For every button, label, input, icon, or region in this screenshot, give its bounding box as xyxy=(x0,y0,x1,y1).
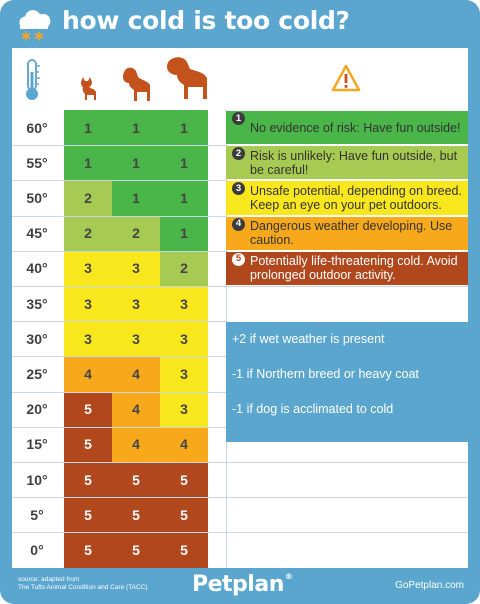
medium-dog-risk-cell: 1 xyxy=(112,145,160,180)
brand-mark: ® xyxy=(284,572,293,581)
large-dog-risk-cell: 5 xyxy=(160,532,208,567)
medium-dog-risk-cell: 5 xyxy=(112,462,160,497)
large-dog-risk-cell: 3 xyxy=(160,356,208,391)
temperature-label: 20° xyxy=(26,401,48,418)
large-dog-risk-cell: 1 xyxy=(160,216,208,251)
small-dog-risk-cell: 3 xyxy=(64,251,112,286)
small-dog-risk-cell: 2 xyxy=(64,180,112,215)
row-divider xyxy=(12,427,226,428)
legend-number-badge: 1 xyxy=(232,112,245,125)
temperature-label: 50° xyxy=(26,189,48,206)
row-divider xyxy=(12,321,226,322)
temperature-label: 25° xyxy=(26,365,48,382)
legend-text: Potentially life-threatening cold. Avoid prolonged outdoor activity. xyxy=(250,254,458,283)
source-line-2: The Tufts Animal Condition and Care (TACC) xyxy=(18,584,148,591)
small-dog-risk-cell: 5 xyxy=(64,497,112,532)
large-dog-risk-cell: 3 xyxy=(160,392,208,427)
legend-text: Dangerous weather developing. Use caution. xyxy=(250,219,453,248)
table-row xyxy=(12,286,468,321)
temperature-label: 55° xyxy=(26,154,48,171)
small-dog-risk-cell: 5 xyxy=(64,427,112,462)
small-dog-risk-cell: 1 xyxy=(64,110,112,145)
icon-row xyxy=(12,48,468,110)
legend-item xyxy=(226,146,468,179)
large-dog-risk-cell: 1 xyxy=(160,110,208,145)
row-divider xyxy=(12,251,226,252)
medium-dog-risk-cell: 4 xyxy=(112,427,160,462)
small-dog-risk-cell: 3 xyxy=(64,321,112,356)
row-divider xyxy=(12,145,226,146)
large-dog-risk-cell: 5 xyxy=(160,462,208,497)
small-dog-risk-cell: 4 xyxy=(64,356,112,391)
row-divider xyxy=(12,356,226,357)
small-dog-risk-cell: 5 xyxy=(64,462,112,497)
footer xyxy=(0,568,480,604)
row-divider xyxy=(12,286,226,287)
large-dog-risk-cell: 1 xyxy=(160,180,208,215)
row-divider xyxy=(12,180,226,181)
small-dog-risk-cell: 3 xyxy=(64,286,112,321)
medium-dog-risk-cell: 5 xyxy=(112,497,160,532)
row-divider xyxy=(12,462,226,463)
small-dog-risk-cell: 1 xyxy=(64,145,112,180)
large-dog-risk-cell: 3 xyxy=(160,321,208,356)
medium-dog-risk-cell: 3 xyxy=(112,321,160,356)
medium-dog-risk-cell: 3 xyxy=(112,251,160,286)
large-dog-icon xyxy=(164,56,210,100)
legend-number-badge: 2 xyxy=(232,147,245,160)
row-divider xyxy=(226,462,468,463)
legend-item xyxy=(226,181,468,214)
row-divider xyxy=(12,216,226,217)
modifier-note: -1 if dog is acclimated to cold xyxy=(232,402,394,417)
small-dog-risk-cell: 5 xyxy=(64,532,112,567)
medium-dog-risk-cell: 1 xyxy=(112,180,160,215)
legend-item xyxy=(226,217,468,250)
small-dog-icon xyxy=(78,76,100,102)
small-dog-risk-cell: 2 xyxy=(64,216,112,251)
temperature-label: 15° xyxy=(26,436,48,453)
warning-icon xyxy=(331,64,361,92)
snow-cloud-icon xyxy=(14,4,54,44)
source-line-1: source: adapted from xyxy=(18,576,80,583)
temperature-label: 45° xyxy=(26,225,48,242)
row-divider xyxy=(226,286,468,287)
temperature-label: 60° xyxy=(26,119,48,136)
row-divider xyxy=(226,497,468,498)
row-divider xyxy=(12,532,226,533)
legend-number-badge: 3 xyxy=(232,182,245,195)
temperature-label: 10° xyxy=(26,471,48,488)
source-note xyxy=(18,576,148,592)
chart-panel xyxy=(12,48,468,568)
page-title: how cold is too cold? xyxy=(62,6,350,35)
medium-dog-risk-cell: 1 xyxy=(112,110,160,145)
table-row xyxy=(12,497,468,532)
table-row xyxy=(12,532,468,567)
temperature-label: 30° xyxy=(26,330,48,347)
large-dog-risk-cell: 4 xyxy=(160,427,208,462)
brand-logo xyxy=(192,572,292,597)
header xyxy=(0,0,480,48)
modifier-note: -1 if Northern breed or heavy coat xyxy=(232,366,419,381)
large-dog-risk-cell: 3 xyxy=(160,286,208,321)
row-divider xyxy=(226,532,468,533)
large-dog-risk-cell: 2 xyxy=(160,251,208,286)
medium-dog-risk-cell: 2 xyxy=(112,216,160,251)
website-link[interactable]: GoPetplan.com xyxy=(395,580,464,591)
brand-name: Petplan xyxy=(192,572,284,597)
temperature-label: 0° xyxy=(30,541,44,558)
legend-item xyxy=(226,111,468,144)
large-dog-risk-cell: 5 xyxy=(160,497,208,532)
legend-item xyxy=(226,252,468,285)
medium-dog-risk-cell: 4 xyxy=(112,392,160,427)
medium-dog-icon xyxy=(122,66,154,102)
table-row xyxy=(12,462,468,497)
temperature-label: 5° xyxy=(30,506,44,523)
legend-number-badge: 5 xyxy=(232,253,245,266)
thermometer-icon xyxy=(21,58,43,102)
legend-text: Risk is unlikely: Have fun outside, but be careful! xyxy=(250,148,458,177)
medium-dog-risk-cell: 5 xyxy=(112,532,160,567)
row-divider xyxy=(12,392,226,393)
small-dog-risk-cell: 5 xyxy=(64,392,112,427)
large-dog-risk-cell: 1 xyxy=(160,145,208,180)
legend-number-badge: 4 xyxy=(232,218,245,231)
medium-dog-risk-cell: 4 xyxy=(112,356,160,391)
temperature-label: 40° xyxy=(26,260,48,277)
medium-dog-risk-cell: 3 xyxy=(112,286,160,321)
temperature-label: 35° xyxy=(26,295,48,312)
row-divider xyxy=(12,497,226,498)
legend-text: No evidence of risk: Have fun outside! xyxy=(250,120,461,135)
legend-text: Unsafe potential, depending on breed. Keep an eye on your pet outdoors. xyxy=(250,183,462,212)
modifier-note: +2 if wet weather is present xyxy=(232,331,385,346)
